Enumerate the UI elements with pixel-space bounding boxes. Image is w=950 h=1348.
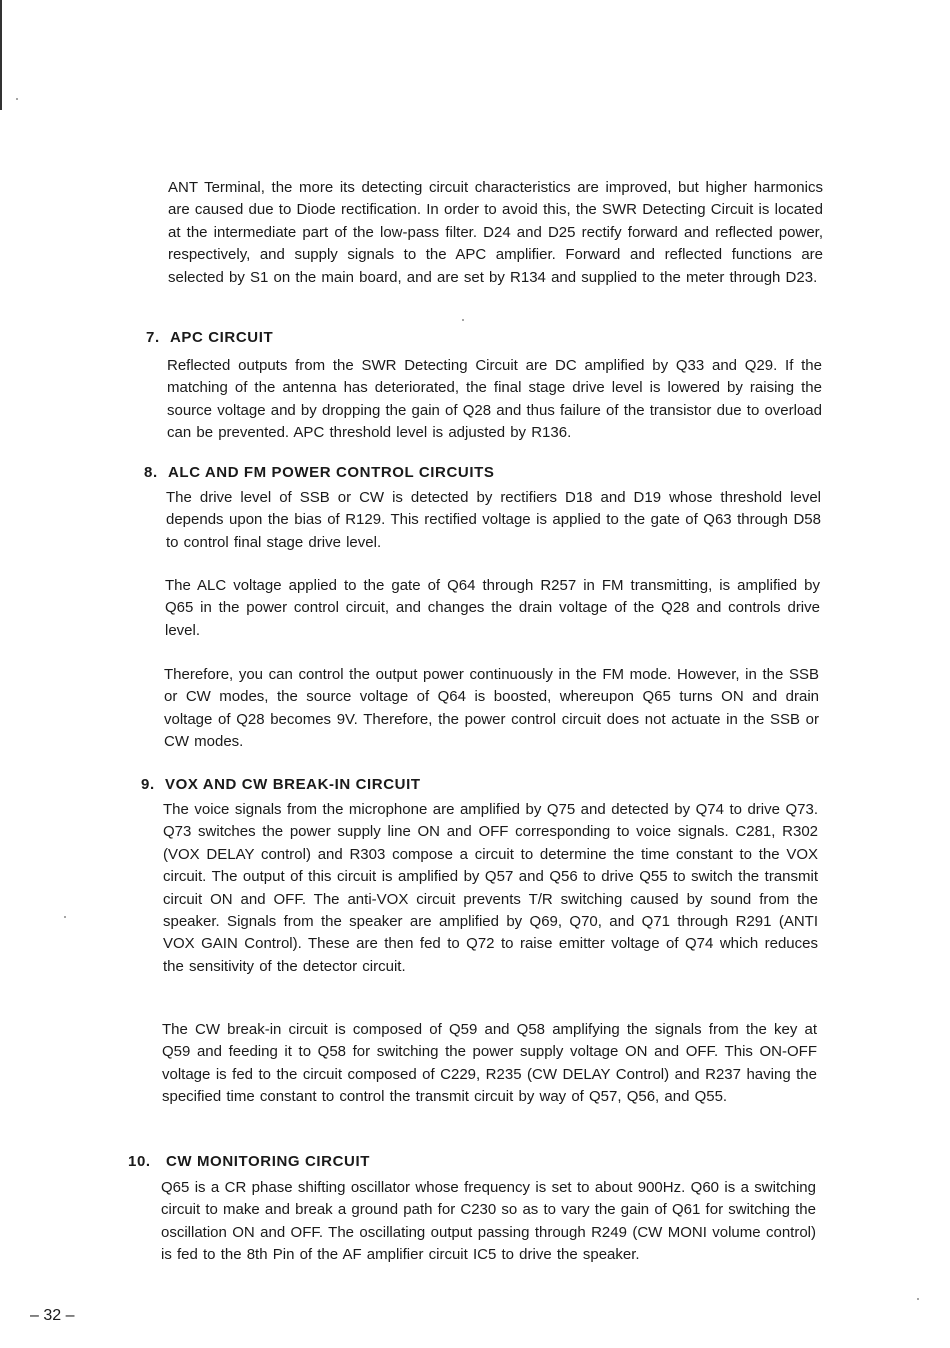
scan-speck <box>462 319 464 321</box>
section-title: CW MONITORING CIRCUIT <box>166 1153 370 1170</box>
section-title: VOX AND CW BREAK-IN CIRCUIT <box>165 776 421 793</box>
section-heading <box>128 1153 370 1170</box>
section-paragraph: Therefore, you can control the output power continuously in the FM mode. However, in the SSB or CW modes, the source voltage of Q64 is boosted, whereupon Q65 turns ON and drain voltage of Q28 becomes 9V. Therefore, the power control circuit does not actuate in the SSB or CW modes. <box>164 666 819 751</box>
section-heading <box>141 776 421 793</box>
scan-speck <box>16 98 18 100</box>
section-number: 8. <box>144 464 158 481</box>
section-heading <box>144 464 494 481</box>
section-number: 10. <box>128 1153 151 1170</box>
section-paragraph: The voice signals from the microphone are amplified by Q75 and detected by Q74 to drive Q73. Q73 switches the power supply line ON and OFF corresponding to voice signals. C281, R302 (VOX DELAY control) and R303 compose a circuit to determine the time constant to the VOX circuit. The output of this circuit is amplified by Q57 and Q56 to drive Q55 to switch the transmit circuit ON and OFF. The anti-VOX circuit prevents T/R switching caused by sound from the speaker. Signals from the speaker are amplified by Q69, Q70, and Q71 through R291 (ANTI VOX GAIN Control). These are then fed to Q72 to raise emitter voltage of Q74 which reduces the sensitivity of the detector circuit. <box>163 801 818 975</box>
page-number: – 32 – <box>30 1307 75 1324</box>
section-title: APC CIRCUIT <box>170 329 274 346</box>
section-number: 7. <box>146 329 160 346</box>
scan-speck <box>917 1298 919 1300</box>
section-paragraph: Reflected outputs from the SWR Detecting Circuit are DC amplified by Q33 and Q29. If the matching of the antenna has deteriorated, the final stage drive level is lowered by raising the source voltage and by dropping the gain of Q28 and thus failure of the transistor due to overload can be prevented. APC threshold level is adjusted by R136. <box>167 357 822 442</box>
section-paragraph: Q65 is a CR phase shifting oscillator whose frequency is set to about 900Hz. Q60 is a switching circuit to make and break a ground path for C230 so as to vary the gain of Q61 for switching the oscillation ON and OFF. The oscillating output passing through R249 (CW MONI volume control) is fed to the 8th Pin of the AF amplifier circuit IC5 to drive the speaker. <box>161 1179 816 1264</box>
section-paragraph: The drive level of SSB or CW is detected by rectifiers D18 and D19 whose threshold level depends upon the bias of R129. This rectified voltage is applied to the gate of Q63 through D58 to control final stage drive level. <box>166 489 821 551</box>
section-heading <box>146 329 273 346</box>
section-title: ALC AND FM POWER CONTROL CIRCUITS <box>168 464 495 481</box>
scan-speck <box>64 916 66 918</box>
section-number: 9. <box>141 776 155 793</box>
intro-paragraph: ANT Terminal, the more its detecting circuit characteristics are improved, but higher harmonics are caused due to Diode rectification. In order to avoid this, the SWR Detecting Circuit is located at the intermediate part of the low-pass filter. D24 and D25 rectify forward and reflected power, respectively, and supply signals to the APC amplifier. Forward and reflected functions are selected by S1 on the main board, and are set by R134 and supplied to the meter through D23. <box>168 179 823 286</box>
section-paragraph: The ALC voltage applied to the gate of Q64 through R257 in FM transmitting, is amplified by Q65 in the power control circuit, and changes the drain voltage of the Q28 and controls drive level. <box>165 577 820 639</box>
binding-edge-line <box>0 0 2 110</box>
section-paragraph: The CW break-in circuit is composed of Q59 and Q58 amplifying the signals from the key at Q59 and feeding it to Q58 for switching the power supply voltage ON and OFF. This ON-OFF voltage is fed to the circuit composed of C229, R235 (CW DELAY Control) and R237 having the specified time constant to control the transmit circuit by way of Q57, Q56, and Q55. <box>162 1021 817 1106</box>
